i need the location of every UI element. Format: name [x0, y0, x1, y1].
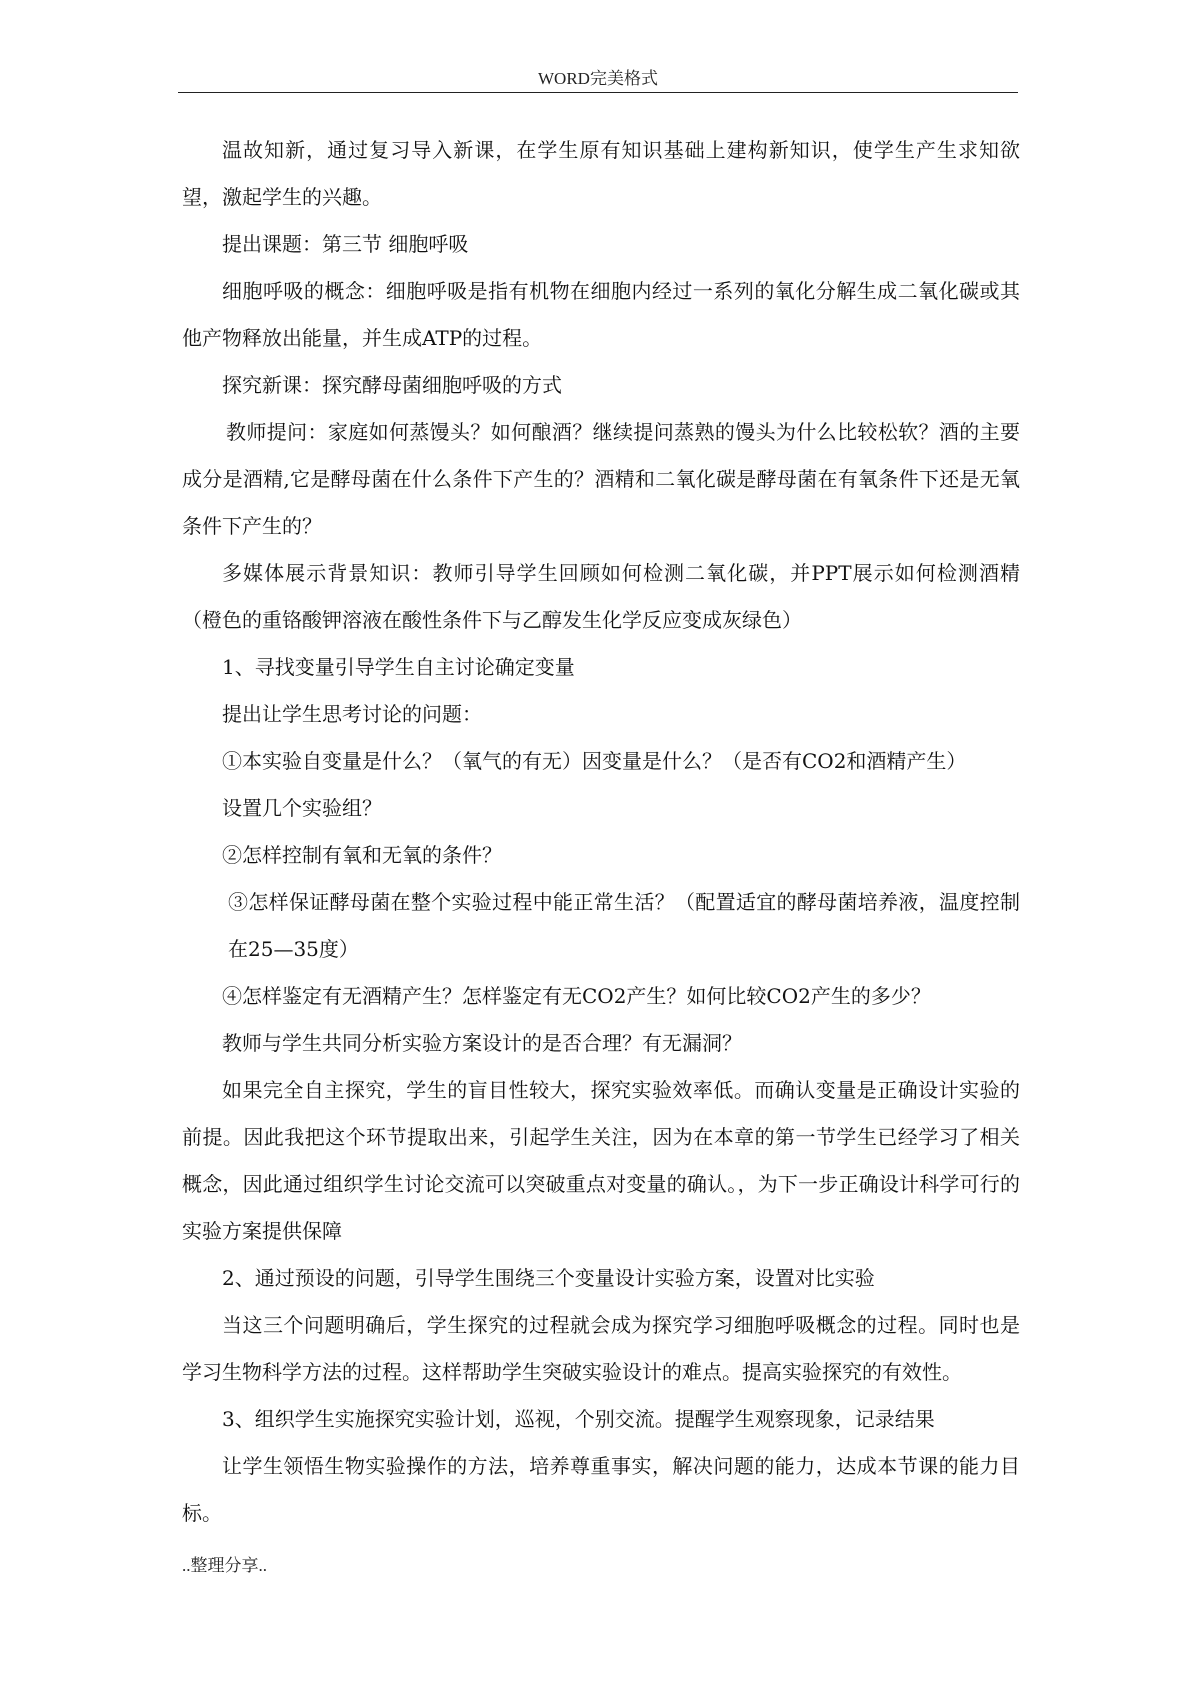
- paragraph-question-1: ①本实验自变量是什么？（氧气的有无）因变量是什么？（是否有CO2和酒精产生）: [222, 749, 967, 773]
- paragraph-review-intro: 温故知新，通过复习导入新课，在学生原有知识基础上建构新知识，使学生产生求知欲望，激起学生的兴趣。: [182, 138, 1020, 209]
- page-footer: ..整理分享..: [182, 1556, 267, 1575]
- paragraph-discussion-prompt: 提出让学生思考讨论的问题：: [222, 702, 482, 726]
- paragraph-question-groups: 设置几个实验组？: [222, 796, 382, 820]
- paragraph-question-4: ④怎样鉴定有无酒精产生？怎样鉴定有无CO2产生？如何比较CO2产生的多少？: [222, 984, 931, 1008]
- paragraph-step-2: 2、通过预设的问题，引导学生围绕三个变量设计实验方案，设置对比实验: [222, 1266, 875, 1290]
- paragraph-concept: 细胞呼吸的概念：细胞呼吸是指有机物在细胞内经过一系列的氧化分解生成二氧化碳或其他产物释放出能量，并生成ATP的过程。: [182, 279, 1020, 350]
- paragraph-goal: 让学生领悟生物实验操作的方法，培养尊重事实，解决问题的能力，达成本节课的能力目标。: [182, 1454, 1020, 1525]
- paragraph-teacher-question: 教师提问：家庭如何蒸馒头？如何酿酒？继续提问蒸熟的馒头为什么比较松软？酒的主要成分是酒精,它是酵母菌在什么条件下产生的？酒精和二氧化碳是酵母菌在有氧条件下还是无氧条件下产生的？: [182, 420, 1020, 538]
- paragraph-joint-analysis: 教师与学生共同分析实验方案设计的是否合理？有无漏洞？: [222, 1031, 742, 1055]
- page-header: WORD完美格式: [178, 66, 1018, 93]
- paragraph-new-lesson: 探究新课：探究酵母菌细胞呼吸的方式: [222, 373, 562, 397]
- paragraph-lesson-title: 提出课题：第三节 细胞呼吸: [222, 232, 469, 256]
- paragraph-process: 当这三个问题明确后，学生探究的过程就会成为探究学习细胞呼吸概念的过程。同时也是学习生物科学方法的过程。这样帮助学生突破实验设计的难点。提高实验探究的有效性。: [182, 1313, 1020, 1384]
- paragraph-question-2: ②怎样控制有氧和无氧的条件？: [222, 843, 502, 867]
- paragraph-step-1: 1、寻找变量引导学生自主讨论确定变量: [222, 655, 575, 679]
- paragraph-rationale: 如果完全自主探究，学生的盲目性较大，探究实验效率低。而确认变量是正确设计实验的前提。因此我把这个环节提取出来，引起学生关注，因为在本章的第一节学生已经学习了相关概念，因此通过组织学生讨论交流可以突破重点对变量的确认。，为下一步正确设计科学可行的实验方案提供保障: [182, 1078, 1020, 1243]
- paragraph-step-3: 3、组织学生实施探究实验计划，巡视，个别交流。提醒学生观察现象，记录结果: [222, 1407, 935, 1431]
- paragraph-multimedia: 多媒体展示背景知识：教师引导学生回顾如何检测二氧化碳，并PPT展示如何检测酒精（橙色的重铬酸钾溶液在酸性条件下与乙醇发生化学反应变成灰绿色）: [182, 561, 1020, 632]
- paragraph-question-3: ③怎样保证酵母菌在整个实验过程中能正常生活？（配置适宜的酵母菌培养液，温度控制在25—35度）: [228, 890, 1020, 961]
- document-body: [182, 127, 1020, 1537]
